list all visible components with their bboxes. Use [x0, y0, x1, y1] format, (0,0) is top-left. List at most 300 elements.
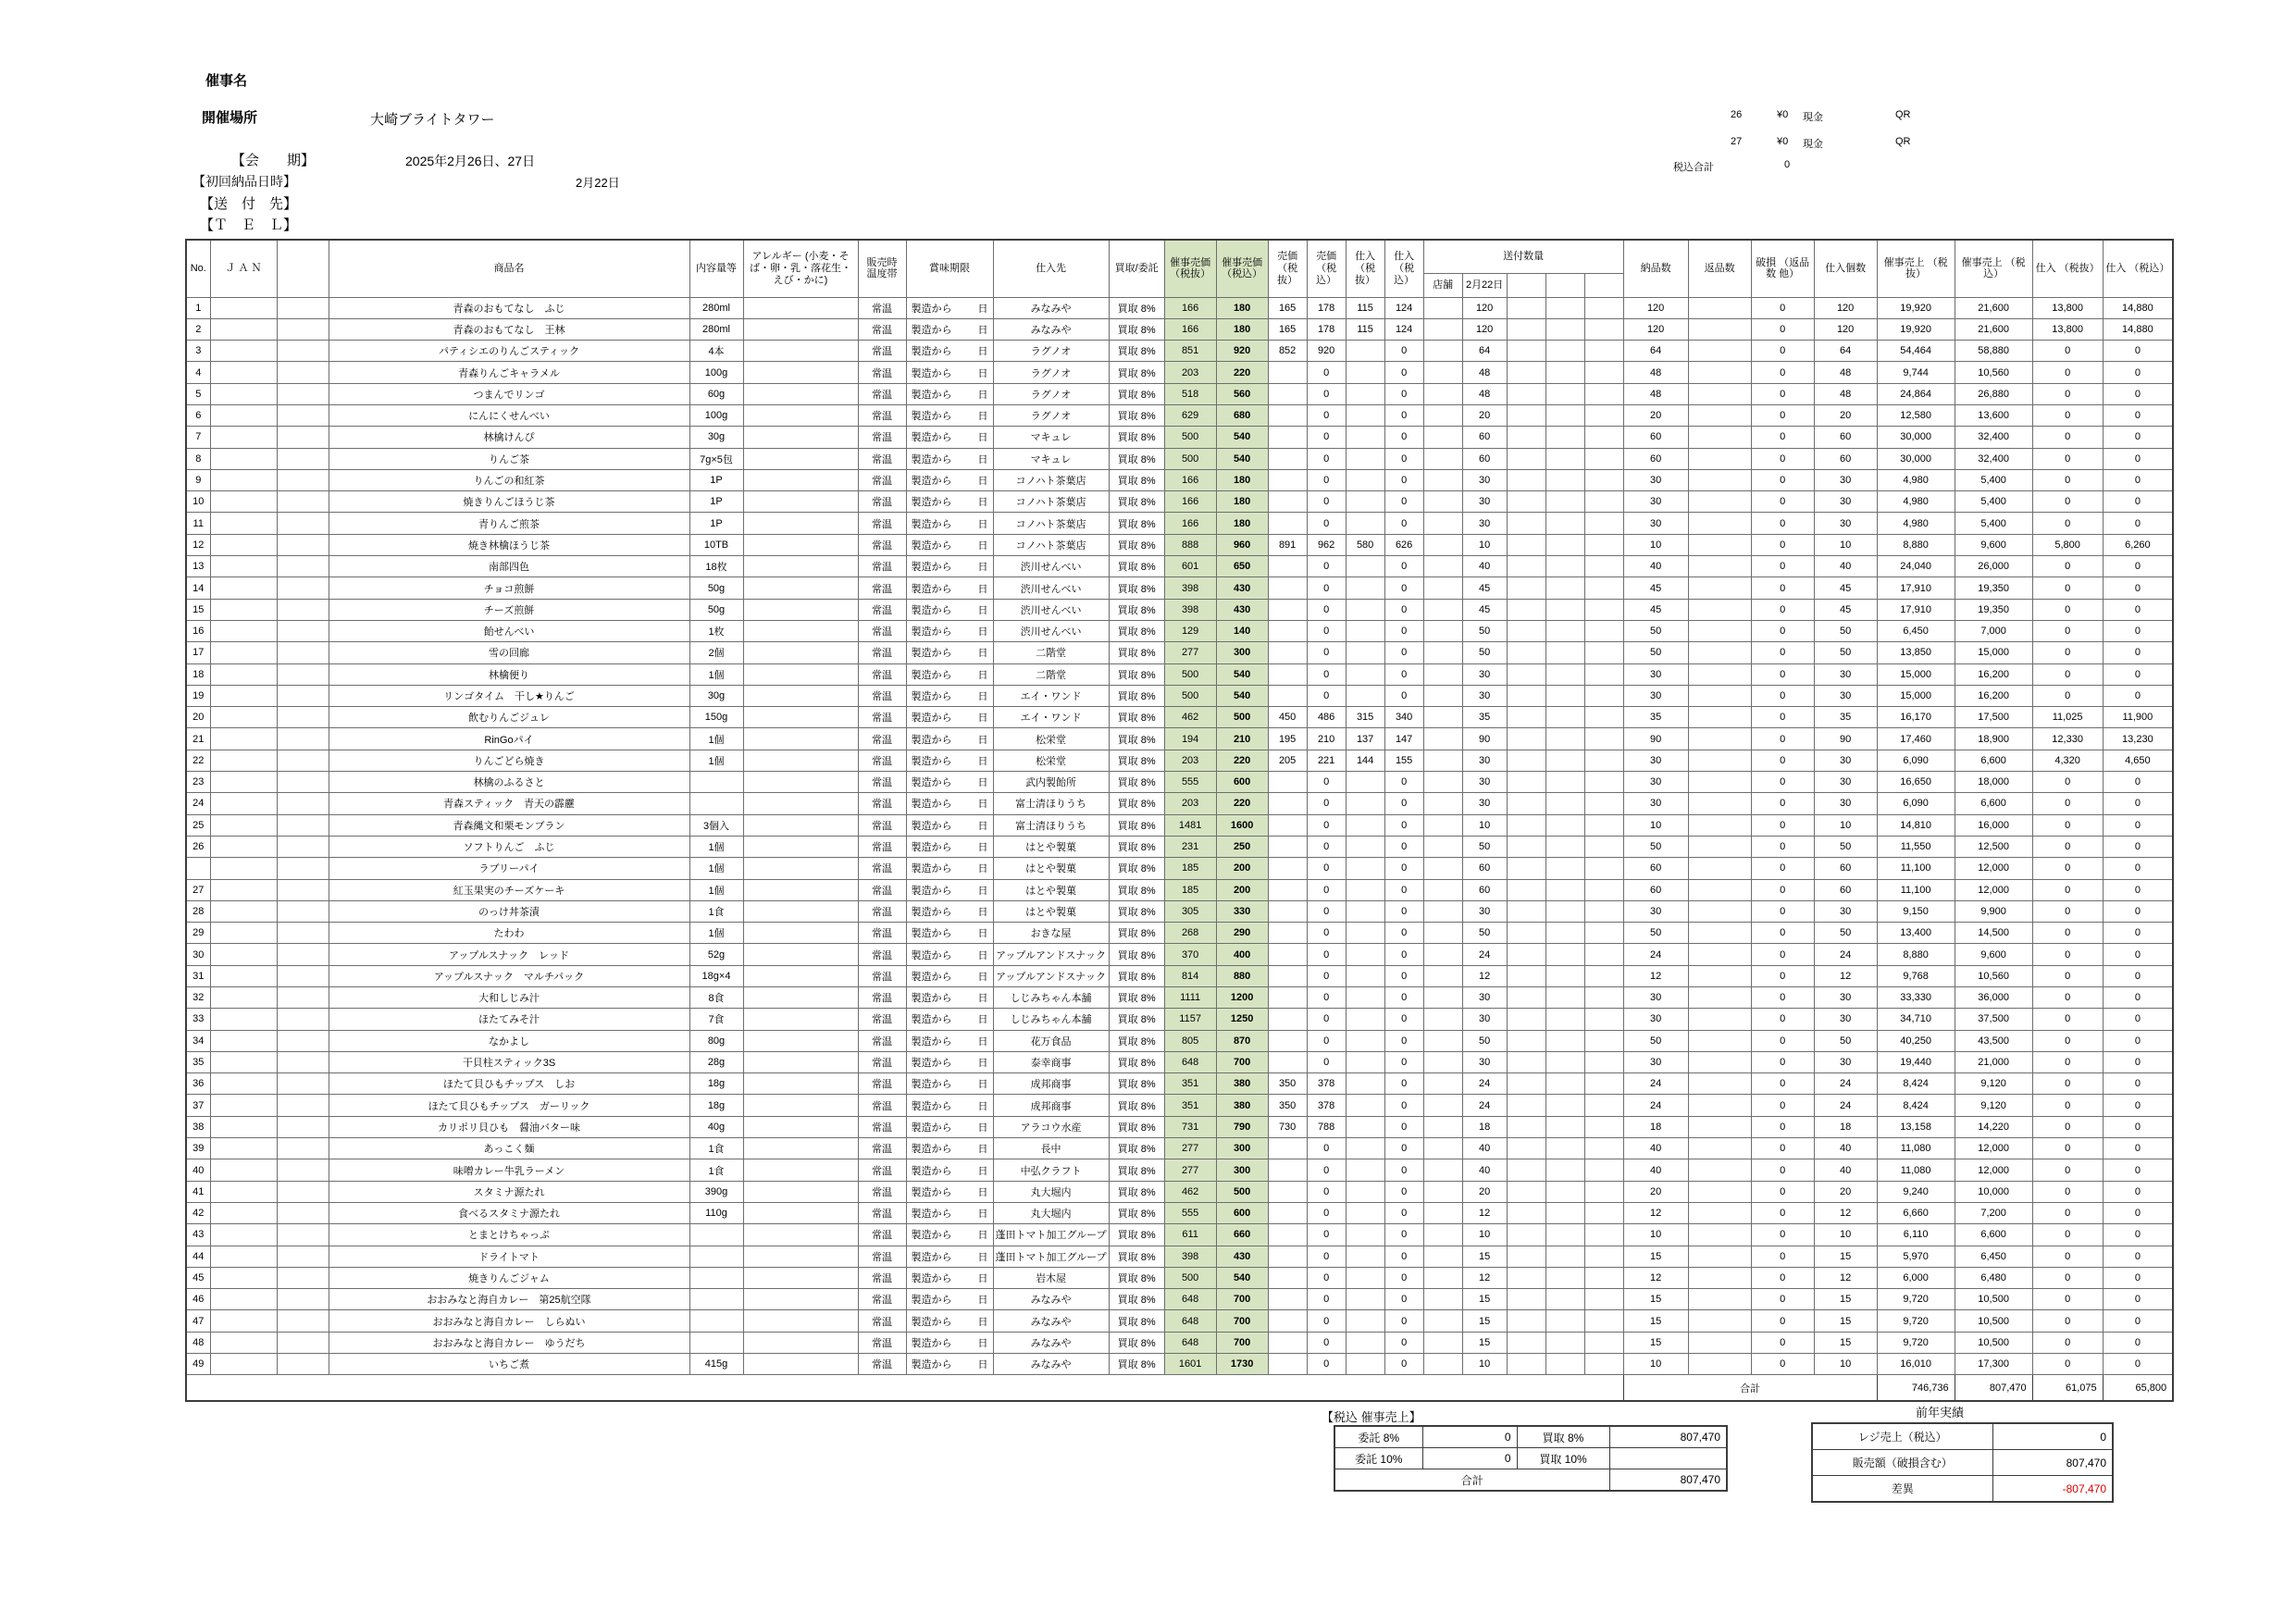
cell-ship-extra1 [1507, 965, 1545, 986]
cell-shop [1423, 1116, 1462, 1137]
cell-returned [1688, 642, 1751, 663]
cell-allergy [743, 556, 858, 577]
cell-purchase-ex: 0 [2032, 448, 2103, 469]
cell-purchase-count: 60 [1814, 427, 1877, 448]
cell-quantity [689, 772, 743, 793]
cell-event-sales-in: 12,000 [1955, 1138, 2032, 1159]
cell-quantity: 7食 [689, 1009, 743, 1030]
cell-supplier: おきな屋 [993, 923, 1109, 944]
cell-shop [1423, 944, 1462, 965]
cell-purchase-in: 0 [2103, 814, 2173, 836]
cell-cost-ex [1346, 879, 1384, 900]
cell-shop [1423, 1202, 1462, 1223]
cell-event-sales-in: 17,300 [1955, 1354, 2032, 1375]
cell-cost-ex [1346, 663, 1384, 685]
cell-temp: 常温 [858, 599, 906, 620]
table-row [186, 1354, 2173, 1375]
cell-temp: 常温 [858, 427, 906, 448]
cell-misc [277, 879, 329, 900]
cell-returned [1688, 858, 1751, 879]
cell-shop [1423, 900, 1462, 922]
cell-purchase-ex: 0 [2032, 685, 2103, 706]
cell-expiry: 製造から 日 [906, 707, 993, 728]
cell-ship-extra2 [1545, 663, 1584, 685]
cell-jan [210, 1310, 277, 1332]
cell-purchase-ex: 0 [2032, 599, 2103, 620]
cell-ship-extra1 [1507, 1202, 1545, 1223]
cell-purchase-in: 0 [2103, 1267, 2173, 1288]
cell-supplier: 蓬田トマト加工グループ [993, 1224, 1109, 1246]
tax-included-total-label: 税込合計 [1673, 162, 1714, 173]
day1-number: 26 [1731, 109, 1743, 120]
cell-price-ex [1268, 620, 1307, 641]
cell-delivered: 50 [1623, 642, 1688, 663]
cell-allergy [743, 1073, 858, 1095]
cell-purchase-ex: 0 [2032, 836, 2103, 857]
cell-expiry: 製造から 日 [906, 728, 993, 750]
cell-ship-extra2 [1545, 599, 1584, 620]
cell-cost-in: 0 [1384, 685, 1423, 706]
cell-cost-in: 0 [1384, 1030, 1423, 1051]
cell-delivered: 40 [1623, 1138, 1688, 1159]
cell-event-sales-ex: 6,450 [1877, 620, 1955, 641]
cell-ship-extra3 [1584, 620, 1623, 641]
cell-event-sales-ex: 14,810 [1877, 814, 1955, 836]
cell-jan [210, 599, 277, 620]
cell-ship-extra1 [1507, 404, 1545, 426]
cell-event-sales-in: 37,500 [1955, 1009, 2032, 1030]
cell-ship-0222: 20 [1462, 404, 1507, 426]
cell-price-in: 0 [1307, 1289, 1346, 1310]
cell-price-in: 0 [1307, 900, 1346, 922]
cell-price-in: 0 [1307, 685, 1346, 706]
cell-price-in: 0 [1307, 620, 1346, 641]
cell-supplier: 花万食品 [993, 1030, 1109, 1051]
cell-event-price-in: 300 [1216, 1138, 1268, 1159]
cell-purchase-count: 10 [1814, 1354, 1877, 1375]
cell-event-sales-in: 5,400 [1955, 513, 2032, 534]
cell-event-sales-in: 9,120 [1955, 1073, 2032, 1095]
cell-purchase-in: 0 [2103, 923, 2173, 944]
cell-no: 38 [186, 1116, 210, 1137]
cell-ship-extra1 [1507, 318, 1545, 340]
cell-allergy [743, 1138, 858, 1159]
cell-delivered: 60 [1623, 879, 1688, 900]
cell-purchase-ex: 0 [2032, 620, 2103, 641]
cell-ship-0222: 10 [1462, 534, 1507, 555]
col-date-0222: 2月22日 [1462, 273, 1507, 297]
cell-misc [277, 836, 329, 857]
cell-trade: 買取 8% [1109, 469, 1164, 490]
table-row [186, 491, 2173, 513]
cell-supplier: 成邦商事 [993, 1073, 1109, 1095]
cell-cost-in: 124 [1384, 297, 1423, 318]
cell-ship-extra3 [1584, 1354, 1623, 1375]
cell-supplier: マキュレ [993, 448, 1109, 469]
cell-damaged: 0 [1751, 987, 1814, 1009]
cell-purchase-in: 0 [2103, 1095, 2173, 1116]
cell-returned [1688, 965, 1751, 986]
cell-product-name: パティシエのりんごスティック [329, 341, 689, 362]
cell-cost-in: 340 [1384, 707, 1423, 728]
cell-delivered: 50 [1623, 836, 1688, 857]
cell-temp: 常温 [858, 728, 906, 750]
cell-jan [210, 383, 277, 404]
cell-trade: 買取 8% [1109, 297, 1164, 318]
cell-purchase-in: 0 [2103, 1116, 2173, 1137]
cell-purchase-count: 10 [1814, 814, 1877, 836]
cell-event-sales-in: 10,500 [1955, 1310, 2032, 1332]
day2-qr-label: QR [1895, 136, 1911, 147]
cell-ship-extra3 [1584, 1224, 1623, 1246]
cell-trade: 買取 8% [1109, 491, 1164, 513]
cell-event-sales-in: 5,400 [1955, 491, 2032, 513]
register-sales-value: 0 [1992, 1423, 2113, 1450]
cell-shop [1423, 836, 1462, 857]
cell-purchase-in: 0 [2103, 362, 2173, 383]
cell-ship-extra3 [1584, 814, 1623, 836]
cell-misc [277, 1030, 329, 1051]
cell-expiry: 製造から 日 [906, 599, 993, 620]
cell-quantity: 7g×5包 [689, 448, 743, 469]
cell-event-sales-ex: 13,158 [1877, 1116, 1955, 1137]
cell-cost-in: 0 [1384, 469, 1423, 490]
prev-year-table [1811, 1422, 2114, 1503]
cell-ship-extra3 [1584, 772, 1623, 793]
cell-purchase-ex: 0 [2032, 427, 2103, 448]
cell-event-sales-ex: 9,720 [1877, 1310, 1955, 1332]
cell-damaged: 0 [1751, 491, 1814, 513]
cell-purchase-count: 10 [1814, 1224, 1877, 1246]
cell-event-sales-ex: 6,090 [1877, 750, 1955, 771]
cell-purchase-ex: 0 [2032, 814, 2103, 836]
cell-expiry: 製造から 日 [906, 923, 993, 944]
cell-ship-0222: 15 [1462, 1332, 1507, 1353]
col-ship-extra3 [1584, 273, 1623, 297]
cell-cost-ex [1346, 1332, 1384, 1353]
cell-purchase-in: 0 [2103, 642, 2173, 663]
cell-trade: 買取 8% [1109, 513, 1164, 534]
cell-ship-extra1 [1507, 383, 1545, 404]
cell-ship-extra3 [1584, 1159, 1623, 1181]
cell-supplier: 岩木屋 [993, 1267, 1109, 1288]
cell-shop [1423, 685, 1462, 706]
cell-trade: 買取 8% [1109, 879, 1164, 900]
cell-no: 1 [186, 297, 210, 318]
cell-returned [1688, 556, 1751, 577]
cell-event-sales-ex: 19,920 [1877, 318, 1955, 340]
cell-event-price-ex: 398 [1164, 1246, 1216, 1267]
cell-price-in: 0 [1307, 448, 1346, 469]
cell-ship-0222: 24 [1462, 1095, 1507, 1116]
cell-no: 47 [186, 1310, 210, 1332]
cell-event-sales-ex: 19,920 [1877, 297, 1955, 318]
cell-misc [277, 469, 329, 490]
cell-no: 27 [186, 879, 210, 900]
cell-cost-ex [1346, 620, 1384, 641]
day2-amount: ¥0 [1777, 136, 1789, 147]
cell-purchase-count: 50 [1814, 1030, 1877, 1051]
cell-event-sales-ex: 11,100 [1877, 879, 1955, 900]
cell-shop [1423, 1310, 1462, 1332]
cell-event-sales-ex: 5,970 [1877, 1246, 1955, 1267]
cell-purchase-count: 120 [1814, 318, 1877, 340]
cell-no: 26 [186, 836, 210, 857]
cell-ship-extra3 [1584, 965, 1623, 986]
table-row [186, 707, 2173, 728]
cell-jan [210, 707, 277, 728]
col-temp: 販売時 温度帯 [858, 240, 906, 297]
cell-ship-extra3 [1584, 383, 1623, 404]
cell-event-price-in: 540 [1216, 427, 1268, 448]
cell-event-price-in: 540 [1216, 663, 1268, 685]
cell-jan [210, 1354, 277, 1375]
table-row [186, 728, 2173, 750]
cell-purchase-count: 15 [1814, 1246, 1877, 1267]
cell-jan [210, 1202, 277, 1223]
cell-ship-0222: 30 [1462, 793, 1507, 814]
cell-expiry: 製造から 日 [906, 1310, 993, 1332]
cell-product-name: 青りんご煎茶 [329, 513, 689, 534]
cell-jan [210, 858, 277, 879]
col-returned: 返品数 [1688, 240, 1751, 297]
cell-purchase-ex: 0 [2032, 663, 2103, 685]
cell-event-sales-in: 12,000 [1955, 858, 2032, 879]
cell-ship-0222: 12 [1462, 1202, 1507, 1223]
cell-event-price-in: 880 [1216, 965, 1268, 986]
cell-expiry: 製造から 日 [906, 1181, 993, 1202]
cell-damaged: 0 [1751, 1159, 1814, 1181]
cell-supplier: 松栄堂 [993, 728, 1109, 750]
cell-cost-in: 0 [1384, 427, 1423, 448]
cell-no: 17 [186, 642, 210, 663]
cell-purchase-in: 0 [2103, 900, 2173, 922]
cell-returned [1688, 944, 1751, 965]
cell-event-sales-ex: 4,980 [1877, 469, 1955, 490]
cell-ship-0222: 50 [1462, 836, 1507, 857]
cell-returned [1688, 362, 1751, 383]
cell-supplier: アップルアンドスナック [993, 944, 1109, 965]
cell-no: 24 [186, 793, 210, 814]
cell-damaged: 0 [1751, 685, 1814, 706]
cell-temp: 常温 [858, 513, 906, 534]
kaitori8-value: 807,470 [1609, 1426, 1727, 1448]
cell-price-in: 0 [1307, 642, 1346, 663]
cell-trade: 買取 8% [1109, 1354, 1164, 1375]
cell-event-sales-ex: 15,000 [1877, 663, 1955, 685]
cell-event-sales-in: 19,350 [1955, 577, 2032, 599]
table-row [186, 1224, 2173, 1246]
cell-temp: 常温 [858, 1138, 906, 1159]
cell-returned [1688, 685, 1751, 706]
cell-cost-ex: 315 [1346, 707, 1384, 728]
cell-allergy [743, 728, 858, 750]
cell-ship-extra2 [1545, 923, 1584, 944]
cell-ship-extra2 [1545, 297, 1584, 318]
cell-quantity: 18g×4 [689, 965, 743, 986]
cell-cost-ex [1346, 1116, 1384, 1137]
cell-delivered: 20 [1623, 1181, 1688, 1202]
col-event-sales-in: 催事売上 （税込） [1955, 240, 2032, 297]
cell-damaged: 0 [1751, 1289, 1814, 1310]
cell-trade: 買取 8% [1109, 772, 1164, 793]
cell-event-price-in: 540 [1216, 1267, 1268, 1288]
cell-price-ex [1268, 1181, 1307, 1202]
cell-event-sales-in: 15,000 [1955, 642, 2032, 663]
cell-damaged: 0 [1751, 448, 1814, 469]
cell-supplier: ラグノオ [993, 341, 1109, 362]
cell-no: 32 [186, 987, 210, 1009]
cell-event-sales-in: 26,880 [1955, 383, 2032, 404]
cell-cost-in: 0 [1384, 858, 1423, 879]
cell-ship-extra2 [1545, 513, 1584, 534]
cell-no: 36 [186, 1073, 210, 1095]
cell-shop [1423, 750, 1462, 771]
cell-supplier: みなみや [993, 1332, 1109, 1353]
cell-supplier: 二階堂 [993, 642, 1109, 663]
cell-shop [1423, 1009, 1462, 1030]
cell-event-price-ex: 129 [1164, 620, 1216, 641]
cell-event-sales-ex: 9,720 [1877, 1289, 1955, 1310]
cell-event-price-ex: 166 [1164, 297, 1216, 318]
cell-shop [1423, 1181, 1462, 1202]
cell-event-sales-ex: 8,880 [1877, 944, 1955, 965]
cell-expiry: 製造から 日 [906, 1246, 993, 1267]
cell-product-name: 林檎便り [329, 663, 689, 685]
cell-ship-0222: 12 [1462, 965, 1507, 986]
cell-misc [277, 1202, 329, 1223]
cell-supplier: みなみや [993, 297, 1109, 318]
table-row [186, 383, 2173, 404]
cell-jan [210, 427, 277, 448]
summary-row-8pct [1334, 1426, 1727, 1448]
cell-ship-extra3 [1584, 1181, 1623, 1202]
cell-delivered: 18 [1623, 1116, 1688, 1137]
cell-price-in: 178 [1307, 318, 1346, 340]
cell-jan [210, 1246, 277, 1267]
cell-no: 2 [186, 318, 210, 340]
cell-price-in: 0 [1307, 879, 1346, 900]
cell-returned [1688, 383, 1751, 404]
prev-year-row [1812, 1423, 2113, 1450]
cell-returned [1688, 1095, 1751, 1116]
cell-expiry: 製造から 日 [906, 1289, 993, 1310]
cell-quantity: 1個 [689, 879, 743, 900]
cell-purchase-count: 50 [1814, 620, 1877, 641]
cell-event-price-in: 560 [1216, 383, 1268, 404]
cell-ship-0222: 45 [1462, 577, 1507, 599]
cell-event-price-ex: 166 [1164, 513, 1216, 534]
cell-purchase-ex: 0 [2032, 469, 2103, 490]
itaku10-label: 委託 10% [1334, 1448, 1422, 1469]
cell-price-in: 0 [1307, 1310, 1346, 1332]
cell-no: 21 [186, 728, 210, 750]
cell-purchase-in: 14,880 [2103, 318, 2173, 340]
cell-purchase-in: 6,260 [2103, 534, 2173, 555]
col-shop: 店舗 [1423, 273, 1462, 297]
col-jan: Ｊ Ａ Ｎ [210, 240, 277, 297]
cell-ship-extra3 [1584, 879, 1623, 900]
cell-jan [210, 944, 277, 965]
cell-supplier: 二階堂 [993, 663, 1109, 685]
cell-event-price-ex: 629 [1164, 404, 1216, 426]
cell-ship-extra2 [1545, 750, 1584, 771]
cell-damaged: 0 [1751, 556, 1814, 577]
cell-jan [210, 879, 277, 900]
cell-cost-in: 0 [1384, 642, 1423, 663]
cell-price-ex [1268, 513, 1307, 534]
cell-shop [1423, 491, 1462, 513]
cell-event-price-in: 400 [1216, 944, 1268, 965]
cell-ship-0222: 10 [1462, 1224, 1507, 1246]
cell-event-sales-in: 18,000 [1955, 772, 2032, 793]
cell-event-price-ex: 277 [1164, 642, 1216, 663]
cell-ship-0222: 15 [1462, 1246, 1507, 1267]
cell-ship-0222: 30 [1462, 513, 1507, 534]
table-row [186, 448, 2173, 469]
cell-event-price-in: 700 [1216, 1310, 1268, 1332]
cell-purchase-ex: 0 [2032, 923, 2103, 944]
table-row [186, 858, 2173, 879]
cell-price-in: 0 [1307, 965, 1346, 986]
cell-allergy [743, 1159, 858, 1181]
kaitori10-label: 買取 10% [1517, 1448, 1609, 1469]
col-event-price-ex: 催事売価 （税抜） [1164, 240, 1216, 297]
cell-price-ex [1268, 1202, 1307, 1223]
cell-purchase-ex: 0 [2032, 965, 2103, 986]
summary-row-total [1334, 1469, 1727, 1492]
cell-supplier: 中弘クラフト [993, 1159, 1109, 1181]
cell-delivered: 12 [1623, 1202, 1688, 1223]
cell-event-price-in: 1600 [1216, 814, 1268, 836]
tax-included-total-value: 0 [1784, 159, 1791, 170]
cell-delivered: 15 [1623, 1289, 1688, 1310]
cell-temp: 常温 [858, 987, 906, 1009]
cell-allergy [743, 900, 858, 922]
cell-product-name: ほたて貝ひもチップス ガーリック [329, 1095, 689, 1116]
cell-supplier: マキュレ [993, 427, 1109, 448]
cell-cost-ex [1346, 814, 1384, 836]
col-damaged: 破損 （返品数 他） [1751, 240, 1814, 297]
table-row [186, 341, 2173, 362]
cell-ship-0222: 60 [1462, 879, 1507, 900]
cell-quantity: 1食 [689, 1138, 743, 1159]
cell-quantity: 1P [689, 469, 743, 490]
cell-quantity: 390g [689, 1181, 743, 1202]
cell-delivered: 15 [1623, 1310, 1688, 1332]
cell-price-in: 962 [1307, 534, 1346, 555]
cell-cost-ex [1346, 836, 1384, 857]
cell-event-price-ex: 203 [1164, 793, 1216, 814]
cell-price-in: 0 [1307, 1246, 1346, 1267]
cell-ship-0222: 48 [1462, 362, 1507, 383]
cell-expiry: 製造から 日 [906, 491, 993, 513]
cell-product-name: 大和しじみ汁 [329, 987, 689, 1009]
cell-shop [1423, 1073, 1462, 1095]
cell-misc [277, 404, 329, 426]
cell-event-price-in: 500 [1216, 707, 1268, 728]
cell-trade: 買取 8% [1109, 1095, 1164, 1116]
cell-misc [277, 663, 329, 685]
cell-product-name: アップルスナック レッド [329, 944, 689, 965]
cell-product-name: 青森りんごキャラメル [329, 362, 689, 383]
cell-damaged: 0 [1751, 1267, 1814, 1288]
cell-purchase-ex: 0 [2032, 1138, 2103, 1159]
cell-no: 7 [186, 427, 210, 448]
cell-event-price-in: 180 [1216, 491, 1268, 513]
cell-purchase-ex: 0 [2032, 1246, 2103, 1267]
cell-no: 8 [186, 448, 210, 469]
